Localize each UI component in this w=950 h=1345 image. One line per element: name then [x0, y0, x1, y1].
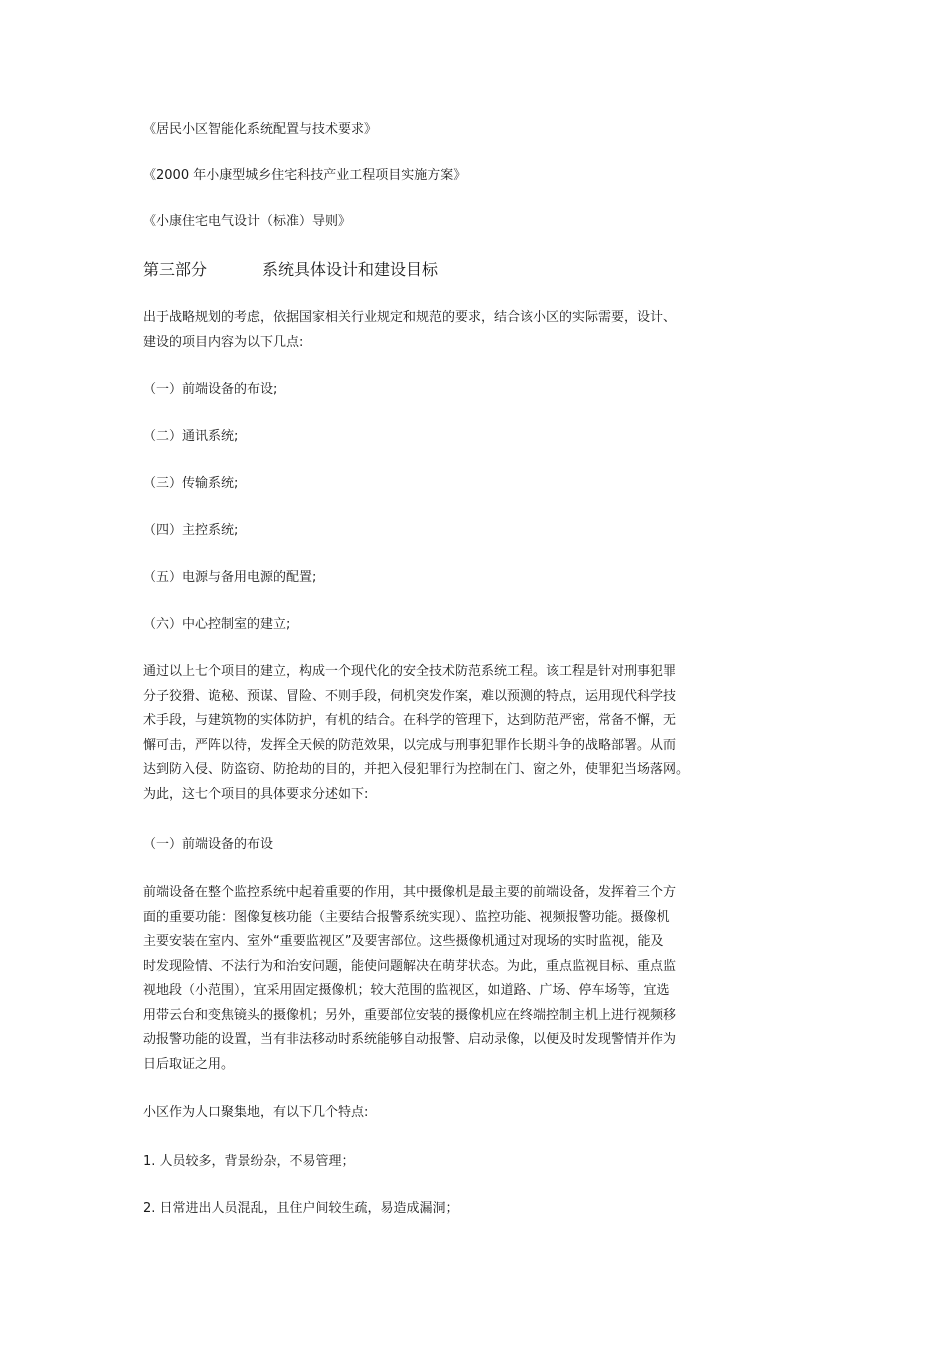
frontend-paragraph	[143, 881, 723, 1077]
intro-line: 出于战略规划的考虑，依据国家相关行业规定和规范的要求，结合该小区的实际需要，设计、	[143, 310, 677, 325]
section-heading	[143, 259, 438, 281]
list-item: （一）前端设备的布设;	[143, 382, 278, 397]
frontend-line: 主要安装在室内、室外“重要监视区”及要害部位。这些摄像机通过对现场的实时监视，能及	[143, 934, 664, 949]
section-number: 第三部分	[143, 260, 208, 279]
intro-line: 建设的项目内容为以下几点:	[143, 334, 304, 350]
frontend-line: 动报警功能的设置，当有非法移动时系统能够自动报警、启动录像，以便及时发现警情并作为	[143, 1032, 677, 1047]
frontend-line: 前端设备在整个监控系统中起着重要的作用，其中摄像机是最主要的前端设备，发挥着三个方	[143, 885, 677, 900]
summary-line: 懈可击，严阵以待，发挥全天候的防范效果，以完成与刑事犯罪作长期斗争的战略部署。从而	[143, 737, 677, 753]
frontend-line: 面的重要功能：图像复核功能（主要结合报警系统实现）、监控功能、视频报警功能。摄像机	[143, 909, 670, 925]
frontend-line: 用带云台和变焦镜头的摄像机；另外，重要部位安装的摄像机应在终端控制主机上进行视频移	[143, 1007, 677, 1023]
summary-line: 术手段，与建筑物的实体防护，有机的结合。在科学的管理下，达到防范严密，常备不懈，无	[143, 713, 677, 728]
list-item: （二）通讯系统;	[143, 429, 239, 444]
list-item: （五）电源与备用电源的配置;	[143, 570, 317, 585]
frontend-line: 视地段（小范围），宜采用固定摄像机；较大范围的监视区，如道路、广场、停车场等，宜选	[143, 983, 670, 998]
summary-line: 分子狡猾、诡秘、预谋、冒险、不则手段，伺机突发作案，难以预测的特点，运用现代科学技	[143, 688, 677, 704]
reference-1: 《居民小区智能化系统配置与技术要求》	[143, 122, 378, 137]
frontend-line: 日后取证之用。	[143, 1056, 235, 1072]
frontend-line: 时发现险情、不法行为和治安问题，能使问题解决在萌芽状态。为此，重点监视目标、重点监	[143, 958, 677, 974]
list-item: （六）中心控制室的建立;	[143, 617, 291, 632]
summary-line: 达到防入侵、防盗窃、防抢劫的目的，并把入侵犯罪行为控制在门、窗之外，使罪犯当场落网。	[143, 762, 690, 777]
intro-paragraph	[143, 306, 723, 355]
feature-item: 2. 日常进出人员混乱，且住户间较生疏，易造成漏洞；	[143, 1201, 459, 1216]
section-title: 系统具体设计和建设目标	[262, 260, 439, 279]
summary-line: 通过以上七个项目的建立，构成一个现代化的安全技术防范系统工程。该工程是针对刑事犯罪	[143, 664, 677, 679]
list-item: （四）主控系统;	[143, 523, 239, 538]
summary-line: 为此，这七个项目的具体要求分述如下:	[143, 786, 369, 802]
summary-paragraph	[143, 660, 723, 807]
reference-2: 《2000 年小康型城乡住宅科技产业工程项目实施方案》	[143, 168, 467, 183]
features-intro: 小区作为人口聚集地，有以下几个特点:	[143, 1105, 369, 1120]
reference-3: 《小康住宅电气设计（标准）导则》	[143, 214, 352, 229]
feature-item: 1. 人员较多，背景纷杂，不易管理；	[143, 1154, 355, 1169]
list-item: （三）传输系统;	[143, 476, 239, 491]
subheading: （一）前端设备的布设	[143, 837, 274, 852]
